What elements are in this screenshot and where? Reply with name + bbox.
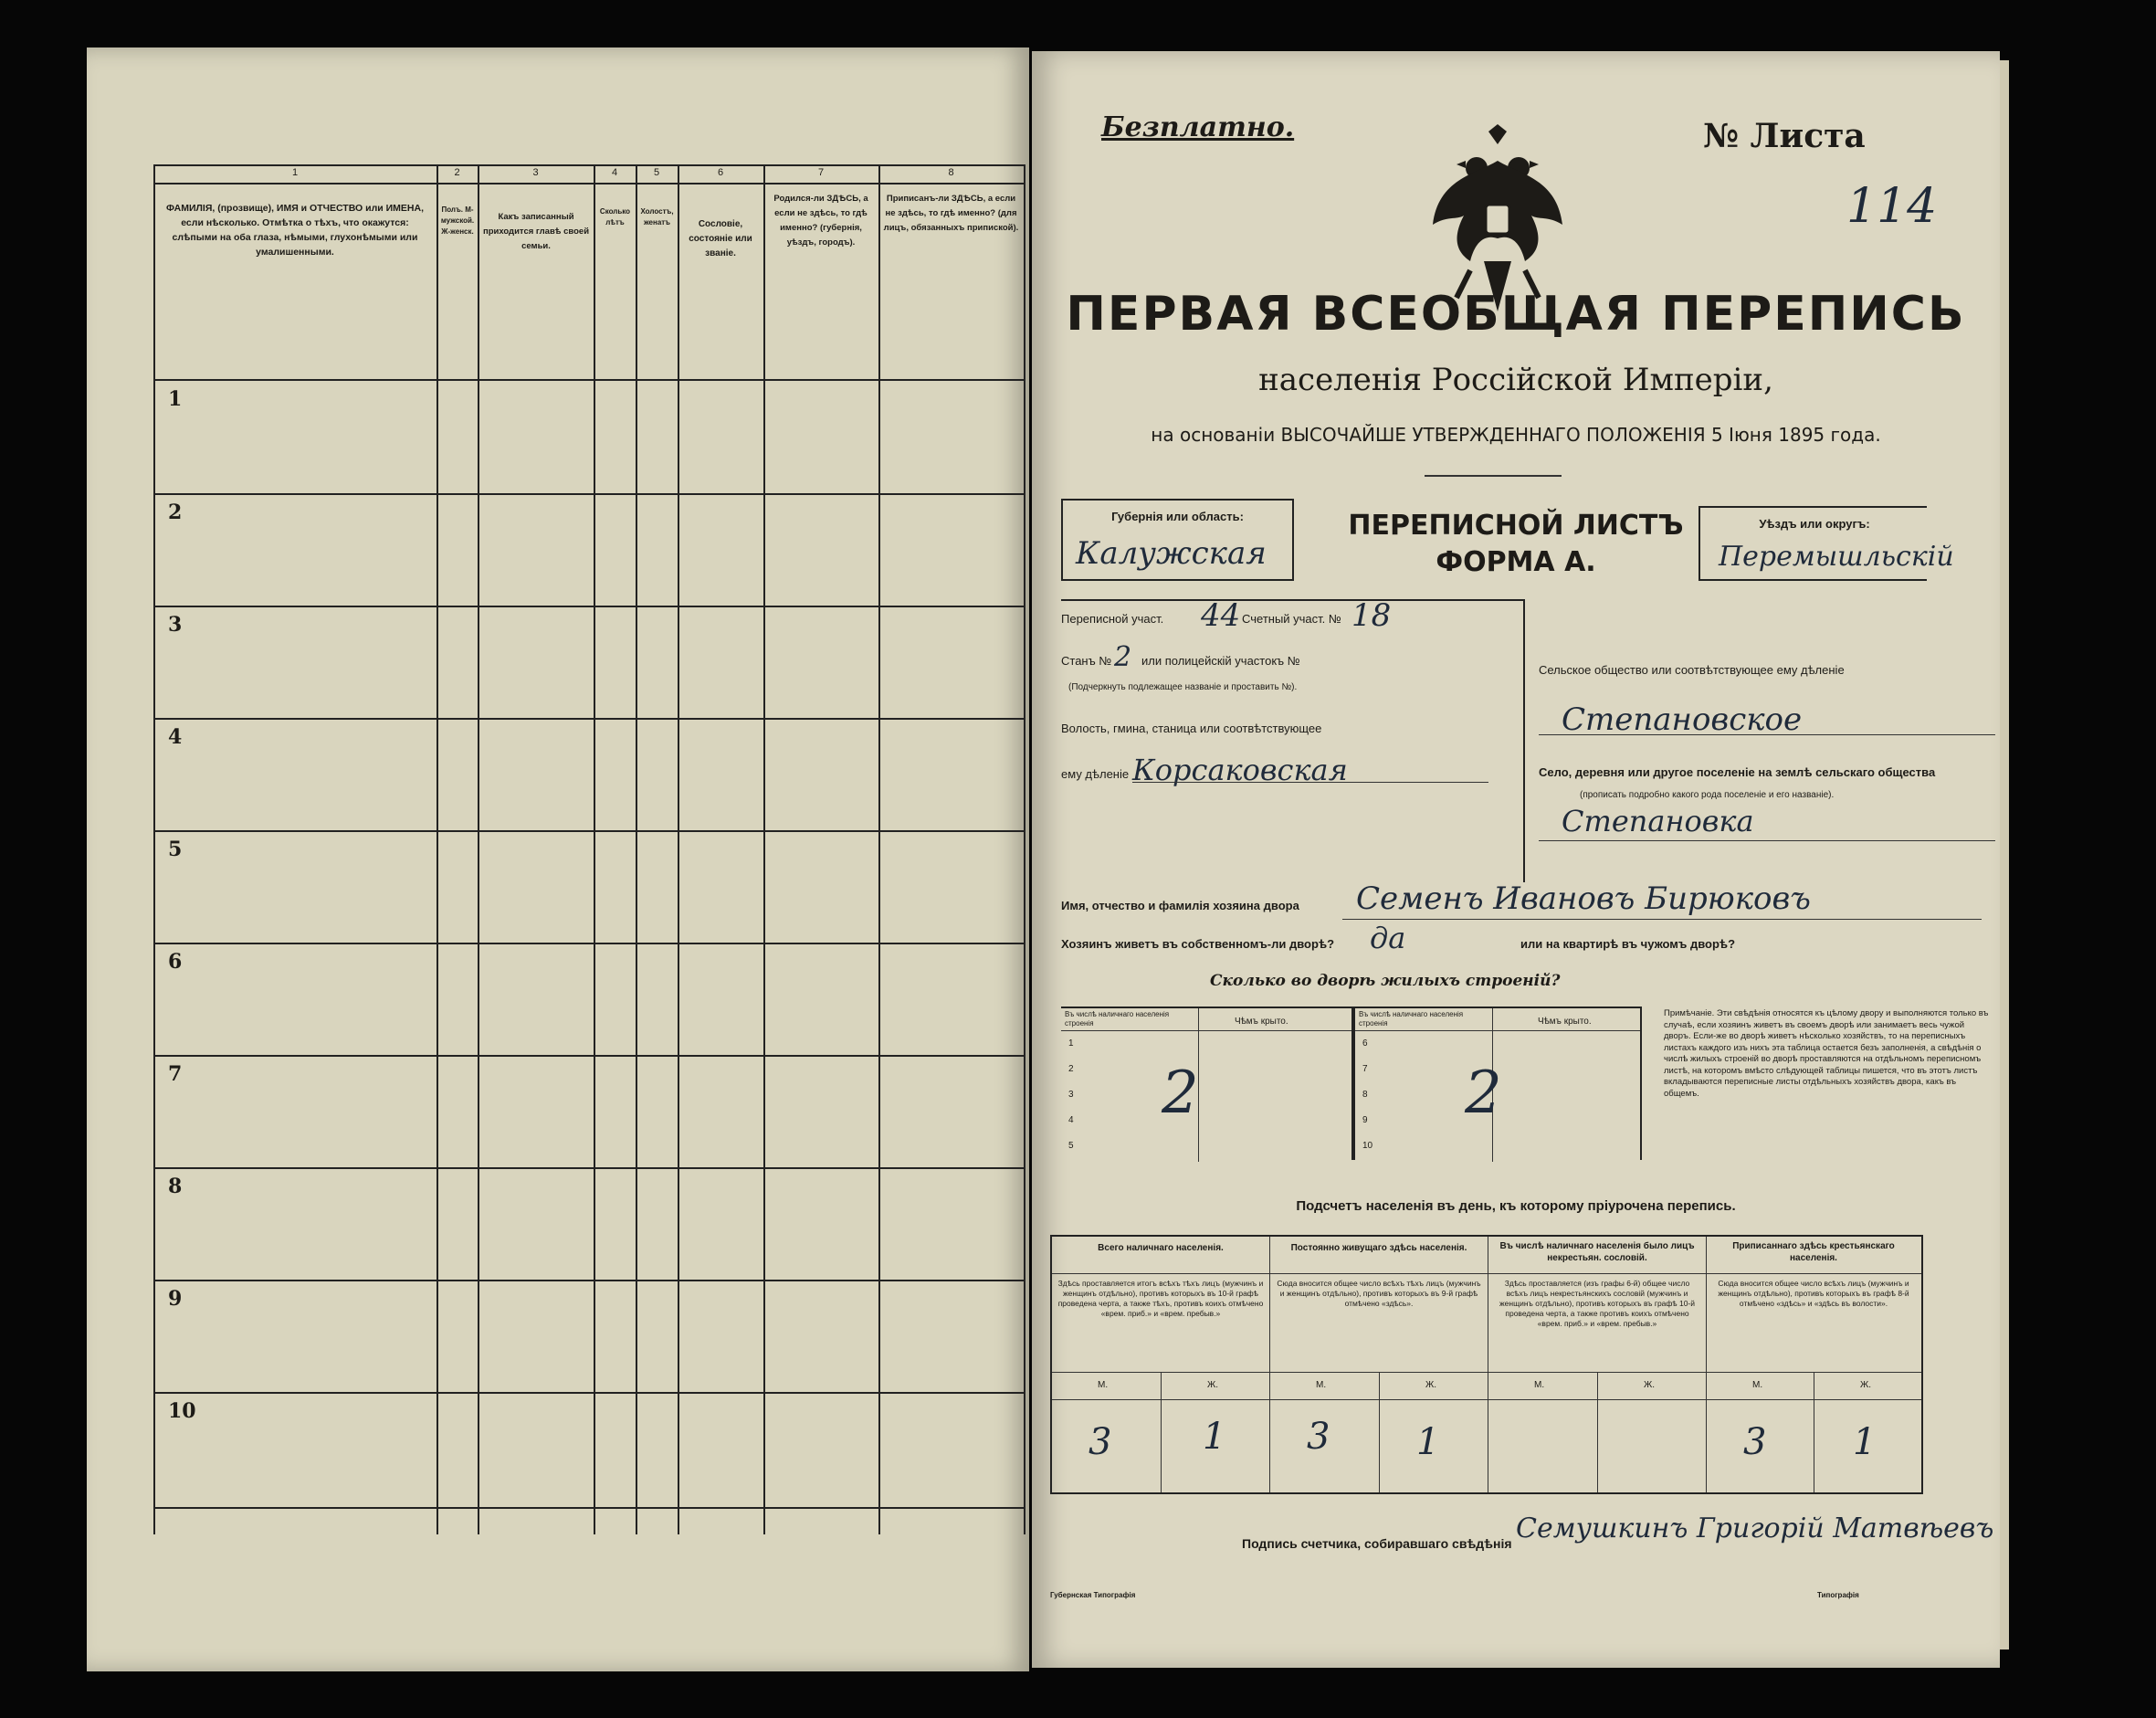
bt-row: 8 xyxy=(1362,1090,1368,1100)
census-basis: на основаніи ВЫСОЧАЙШЕ УТВЕРЖДЕННАГО ПОЛОЖЕНІЯ 5 Іюня 1895 года. xyxy=(1151,424,1881,446)
census-subtitle: населенія Россійской Имперіи, xyxy=(1258,362,1773,398)
lives-value: да xyxy=(1370,921,1406,955)
stan-note: (Подчеркнуть подлежащее названіе и проставить №). xyxy=(1068,682,1298,692)
volost-value: Корсаковская xyxy=(1132,753,1348,787)
row-number: 6 xyxy=(168,950,183,974)
col-number: 2 xyxy=(454,167,460,178)
volost-label: Волость, гмина, станица или соотвѣтствующее xyxy=(1061,722,1322,735)
form-subtitle: ФОРМА А. xyxy=(1436,546,1596,578)
rural-society-value: Степановское xyxy=(1562,701,1803,738)
count-col-desc: Сюда вносится общее число всѣхъ лицъ (мужчинъ и женщинъ отдѣльно), противъ которыхъ въ графѣ 8-й отмѣчено «здѣсь» и «здѣсь въ волости». xyxy=(1718,1279,1909,1308)
row-number: 2 xyxy=(168,501,183,524)
f-label: Ж. xyxy=(1644,1380,1656,1390)
census-district-value: 44 xyxy=(1201,597,1241,634)
row-number: 7 xyxy=(168,1062,183,1086)
bt-row: 1 xyxy=(1068,1038,1074,1049)
col-number: 1 xyxy=(291,167,299,178)
col-number: 3 xyxy=(532,167,539,178)
left-page xyxy=(87,47,1029,1671)
stan-value: 2 xyxy=(1114,641,1132,673)
stan-suffix: или полицейскій участокъ № xyxy=(1141,654,1300,668)
col-number: 7 xyxy=(817,167,825,178)
m-label: М. xyxy=(1316,1380,1327,1390)
bt-row: 5 xyxy=(1068,1141,1074,1151)
bt-row: 2 xyxy=(1068,1064,1074,1074)
buildings-note: Примѣчаніе. Эти свѣдѣнія относятся къ цѣлому двору и выполняются только въ случаѣ, если хозяинъ живетъ въ своемъ дворѣ или занимаетъ весь чужой дворъ. Если-же во дворѣ живетъ нѣсколько хозяйствъ, то на переписныхъ листахъ каждого изъ нихъ эта таблица остается безъ заполненія, а свѣдѣнія о числѣ жилыхъ строеній во дворѣ проставляются на отдѣльномъ переписномъ листѣ, на которомъ вмѣсто слѣдующей таблицы пишется, что въ этотъ листъ вкладываются переписные листы отдѣльныхъ хозяйствъ двора, какъ въ общемъ. xyxy=(1664,1008,1989,1099)
header-name: ФАМИЛІЯ, (прозвище), ИМЯ и ОТЧЕСТВО или ИМЕНА, если нѣсколько. Отмѣтка о тѣхъ, что окажутся: слѣпыми на оба глаза, нѣмыми, глухонѣмыми или умалишенными. xyxy=(165,203,425,258)
header-registration: Приписанъ-ли ЗДѢСЬ, а если не здѣсь, то гдѣ именно? (для лицъ, обязанныхъ припиской). xyxy=(883,194,1019,233)
counting-district-label: Счетный участ. № xyxy=(1242,612,1341,626)
bt-row: 3 xyxy=(1068,1090,1074,1100)
signature-value: Семушкинъ Григорій Матвѣевъ xyxy=(1516,1512,1994,1544)
volost-label-2: ему дѣленіе xyxy=(1061,767,1130,781)
header-relation: Какъ записанный приходится главѣ своей семьи. xyxy=(482,212,590,251)
count-female: 1 xyxy=(1203,1416,1226,1458)
header-estate: Сословіе, состояніе или званіе. xyxy=(689,219,752,258)
row-number: 5 xyxy=(168,838,183,861)
row-number: 3 xyxy=(168,613,183,637)
header-sex: Полъ. М-мужской. Ж-женск. xyxy=(440,206,475,236)
f-label: Ж. xyxy=(1860,1380,1872,1390)
bt-row: 10 xyxy=(1362,1141,1373,1151)
m-label: М. xyxy=(1098,1380,1109,1390)
bt-head-b: Чѣмъ крыто. xyxy=(1538,1017,1592,1027)
population-count-table xyxy=(1050,1235,1923,1494)
bt-head-b: Чѣмъ крыто. xyxy=(1235,1017,1288,1027)
header-birthplace: Родился-ли ЗДѢСЬ, а если не здѣсь, то гдѣ именно? (губернія, уѣздъ, городъ). xyxy=(773,194,868,248)
bt-row: 4 xyxy=(1068,1115,1074,1125)
row-number: 9 xyxy=(168,1287,183,1311)
count-male: 3 xyxy=(1743,1421,1767,1463)
row-number: 1 xyxy=(168,387,183,411)
col-number: 5 xyxy=(653,167,660,178)
header-marital: Холостъ, женатъ xyxy=(640,207,674,227)
bt-right-hand: 2 xyxy=(1465,1059,1502,1127)
right-page xyxy=(1032,51,2000,1668)
census-district-label: Переписной участ. xyxy=(1061,612,1164,626)
count-col-head: Постоянно живущаго здѣсь населенія. xyxy=(1290,1243,1467,1253)
printer-left: Губернская Типографія xyxy=(1050,1591,1136,1599)
count-male: 3 xyxy=(1089,1421,1112,1463)
count-col-head: Приписаннаго здѣсь крестьянскаго населенія. xyxy=(1732,1241,1895,1263)
col-number: 4 xyxy=(611,167,618,178)
buildings-table-right xyxy=(1353,1007,1642,1160)
counting-district-value: 18 xyxy=(1351,597,1392,634)
bt-left-hand: 2 xyxy=(1162,1059,1199,1127)
signature-label: Подпись счетчика, собиравшаго свѣдѣнія xyxy=(1242,1536,1512,1551)
count-col-desc: Здѣсь проставляется итогъ всѣхъ тѣхъ лицъ (мужчинъ и женщинъ отдѣльно), противъ которыхъ въ 10-й графѣ проведена черта, а также тѣхъ, противъ коихъ отмѣчено «врем. приб.» и «врем. пребыв.» xyxy=(1057,1279,1264,1318)
bt-head-a: Въ числѣ наличнаго населенія строенія xyxy=(1359,1010,1464,1028)
village-label: Село, деревня или другое поселеніе на землѣ сельскаго общества xyxy=(1539,765,1936,779)
sheet-label: № Листа xyxy=(1703,117,1866,155)
count-female: 1 xyxy=(1416,1421,1440,1463)
village-note: (прописать подробно какого рода поселеніе и его названіе). xyxy=(1580,790,1835,800)
f-label: Ж. xyxy=(1207,1380,1219,1390)
count-col-head: Всего наличнаго населенія. xyxy=(1098,1243,1224,1253)
form-title: ПЕРЕПИСНОЙ ЛИСТЪ xyxy=(1348,510,1684,542)
bt-head-a: Въ числѣ наличнаго населенія строенія xyxy=(1065,1010,1170,1028)
header-age: Сколько лѣтъ xyxy=(599,207,631,227)
count-male: 3 xyxy=(1307,1416,1330,1458)
uezd-label: Уѣздъ или округъ: xyxy=(1759,517,1870,531)
m-label: М. xyxy=(1752,1380,1763,1390)
count-col-head: Въ числѣ наличнаго населенія было лицъ некрестьян. сословій. xyxy=(1499,1241,1695,1263)
uezd-box xyxy=(1699,506,1954,581)
rural-society-label: Сельское общество или соотвѣтствующее ему дѣленіе xyxy=(1539,663,1845,677)
owner-value: Семенъ Ивановъ Бирюковъ xyxy=(1356,880,1811,917)
f-label: Ж. xyxy=(1425,1380,1437,1390)
count-col-desc: Здѣсь проставляется (изъ графы 6-й) общее число всѣхъ лицъ некрестьянскихъ сословій (мужчинъ и женщинъ отдѣльно), противъ которыхъ въ графѣ 10-й проведена черта, а также противъ коихъ отмѣчено «врем. приб.» и «врем. пребыв.» xyxy=(1499,1279,1696,1328)
count-title: Подсчетъ населенія въ день, къ которому пріурочена перепись. xyxy=(1296,1198,1736,1214)
bt-row: 9 xyxy=(1362,1115,1368,1125)
lives-label: Хозяинъ живетъ въ собственномъ-ли дворѣ? xyxy=(1061,937,1335,951)
col-number: 6 xyxy=(717,167,724,178)
m-label: М. xyxy=(1534,1380,1545,1390)
stan-label: Станъ № xyxy=(1061,654,1112,668)
household-members-table xyxy=(153,164,1025,1534)
bt-row: 7 xyxy=(1362,1064,1368,1074)
printer-right: Типографія xyxy=(1817,1591,1859,1599)
gubernia-box xyxy=(1061,499,1294,581)
count-female: 1 xyxy=(1853,1421,1877,1463)
census-title: ПЕРВАЯ ВСЕОБЩАЯ ПЕРЕПИСЬ xyxy=(1066,287,1966,342)
village-value: Степановка xyxy=(1562,804,1754,838)
ornament-divider xyxy=(1425,475,1562,477)
gubernia-value: Калужская xyxy=(1076,535,1267,572)
count-col-desc: Сюда вносится общее число всѣхъ тѣхъ лицъ (мужчинъ и женщинъ отдѣльно), противъ которыхъ въ 9-й графѣ отмѣчено «здѣсь». xyxy=(1277,1279,1481,1308)
bt-row: 6 xyxy=(1362,1038,1368,1049)
apartment-label: или на квартирѣ въ чужомъ дворѣ? xyxy=(1520,937,1736,951)
free-label: Безплатно. xyxy=(1101,111,1295,143)
col-number: 8 xyxy=(948,167,954,178)
uezd-value: Перемышльскій xyxy=(1719,541,1954,573)
sheet-number: 114 xyxy=(1846,179,1938,234)
row-number: 10 xyxy=(168,1399,196,1423)
owner-label: Имя, отчество и фамилія хозяина двора xyxy=(1061,899,1299,912)
row-number: 8 xyxy=(168,1175,183,1198)
row-number: 4 xyxy=(168,725,183,749)
gubernia-label: Губернія или область: xyxy=(1111,510,1244,523)
buildings-label: Сколько во дворѣ жилыхъ строеній? xyxy=(1210,972,1561,990)
buildings-table-left xyxy=(1061,1007,1353,1160)
